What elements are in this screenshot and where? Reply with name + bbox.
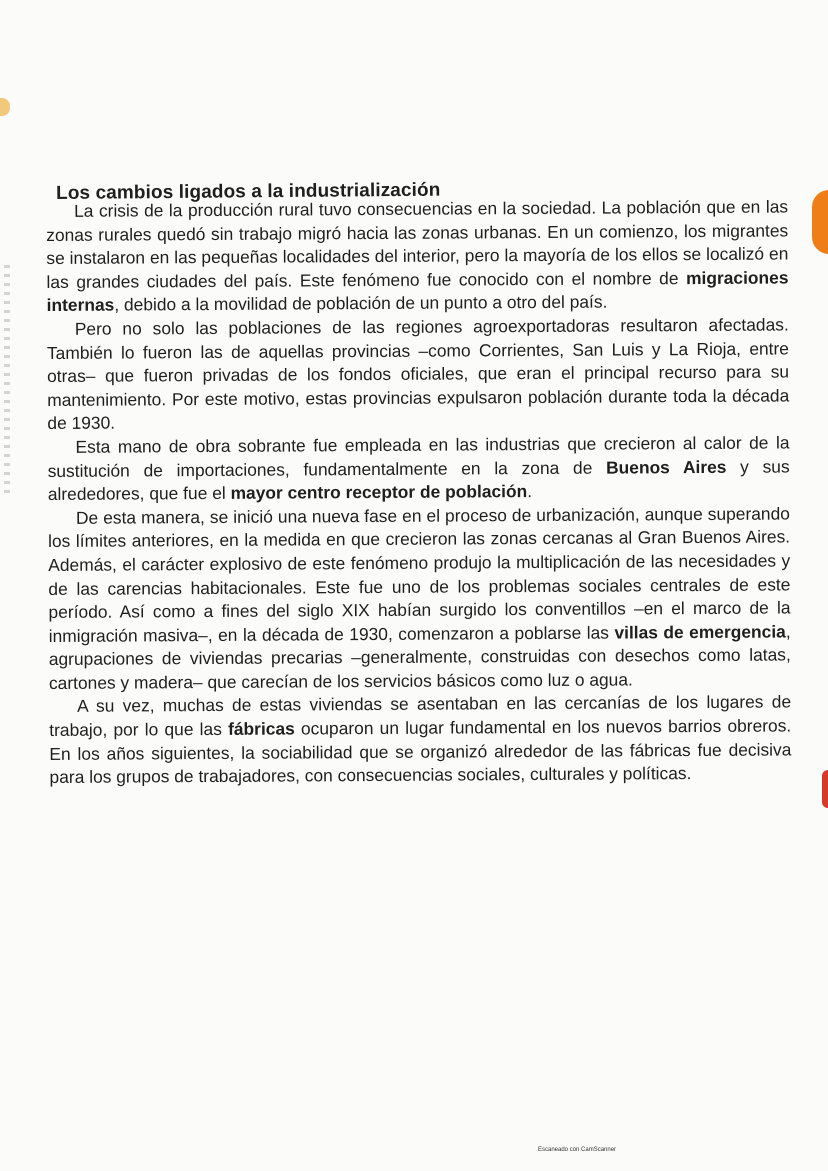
bold-term-fabricas: fábricas <box>228 718 295 739</box>
text-run: . <box>527 481 533 502</box>
bold-term-mayor-centro-receptor: mayor centro receptor de población <box>230 481 528 504</box>
section-heading: Los cambios ligados a la industrialización <box>56 179 441 204</box>
text-run: ocuparon un lugar fundamental en los nuevos barrios obreros. En los años siguientes, la sociabilidad que se organizó alrededor de las fábricas fue decisiva para los grupos de trabajadores, con consecuencias sociales, culturales y políticas. <box>49 715 792 788</box>
text-run: Esta mano de obra sobrante fue empleada en las industrias que crecieron al calor de la sustitución de importaciones, fundamentalmente en la zona de <box>47 432 790 481</box>
paragraph-3 <box>47 431 789 506</box>
paragraph-2 <box>47 313 790 435</box>
text-run: , agrupaciones de viviendas precarias –generalmente, construidas con desechos como latas, cartones y madera– que carecían de los servicios básicos como luz o agua. <box>48 621 791 693</box>
text-run: De esta manera, se inició una nueva fase en el proceso de urbanización, aunque superando los límites anteriores, en la medida en que crecieron las zonas cercanas al Gran Buenos Aires. Además, el carácter explosivo de este fenómeno produjo la multiplicación de las necesidades y de las carencias habitacionales. Este fue uno de los problemas sociales centrales de este período. Así como a fines del siglo XIX habían surgido los conventillos –en el marco de la inmigración masiva–, en la década de 1930, comenzaron a poblarse las <box>48 503 791 646</box>
article-body <box>46 195 792 789</box>
text-run: y sus alrededores, que fue el <box>47 455 790 505</box>
page-edge-mark <box>0 98 10 116</box>
paragraph-1 <box>46 195 789 317</box>
bold-term-migraciones-internas: migraciones internas <box>46 267 789 316</box>
paragraph-5 <box>49 691 792 790</box>
text-run: A su vez, muchas de estas viviendas se asentaban en las cercanías de los lugares de trabajo, por lo que las <box>49 691 792 741</box>
text-run: , debido a la movilidad de población de un punto a otro del país. <box>114 291 608 315</box>
text-run: La crisis de la producción rural tuvo consecuencias en la sociedad. La población que en las zonas rurales quedó sin trabajo migró hacia las zonas urbanas. En un comienzo, los migrantes se instalaron en las pequeñas localidades del interior, pero la mayoría de los ellos se localizó en las grandes ciudades del país. Este fenómeno fue conocido con el nombre de <box>46 196 789 292</box>
text-run: Pero no solo las poblaciones de las regiones agroexportadoras resultaron afectadas. También lo fueron las de aquellas provincias –como Corrientes, San Luis y La Rioja, entre otras– que fueron privadas de los fondos oficiales, que eran el principal recurso para su mantenimiento. Por este motivo, estas provincias expulsaron población durante toda la década de 1930. <box>46 314 790 434</box>
red-edge-mark <box>822 770 828 808</box>
bold-term-villas-de-emergencia: villas de emergencia <box>614 621 786 643</box>
paragraph-4 <box>48 502 791 695</box>
orange-page-tab <box>812 190 828 254</box>
scanner-watermark: Escaneado con CamScanner <box>538 1147 617 1153</box>
margin-handwriting <box>4 265 10 495</box>
bold-term-buenos-aires: Buenos Aires <box>605 456 727 478</box>
